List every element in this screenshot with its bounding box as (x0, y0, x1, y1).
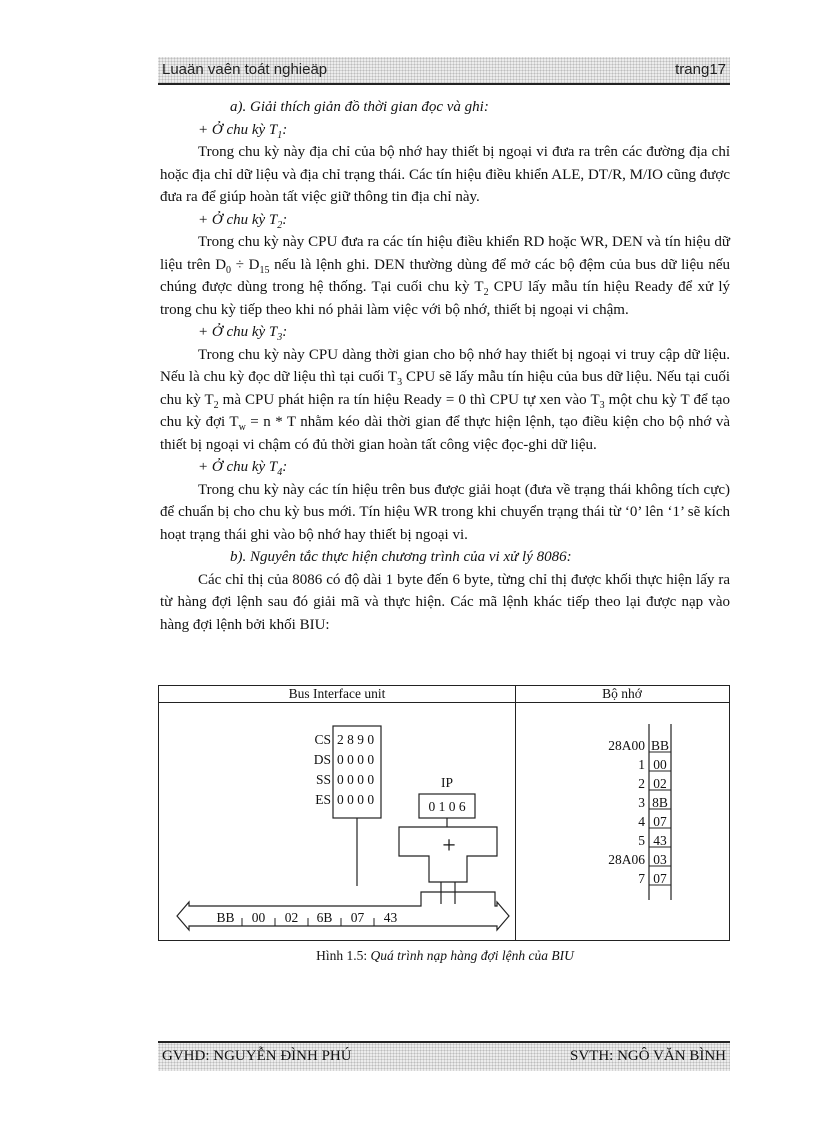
reg-ds-label: DS (313, 752, 331, 767)
reg-es-label: ES (315, 792, 331, 807)
queue-byte: 07 (350, 910, 365, 925)
memory-value: 07 (653, 814, 667, 829)
t4-heading: + Ở chu kỳ $T_4$: (198, 459, 288, 478)
page-footer (158, 1041, 730, 1071)
section-a-title: a). Giải thích giản đồ thời gian đọc và ghi: (230, 99, 489, 115)
memory-value: 07 (653, 871, 667, 886)
figure-caption: Hình 1.5: Quá trình nạp hàng đợi lệnh của BIU (316, 948, 574, 963)
footer-student: SVTH: NGÔ VĂN BÌNH (570, 1048, 726, 1064)
header-title: Luaän vaên toát nghieäp (162, 61, 328, 78)
reg-cs-value: 2 8 9 0 (337, 732, 375, 747)
adder-plus-symbol: + (442, 833, 456, 859)
section-b-title: b). Nguyên tắc thực hiện chương trình của vi xử lý 8086: (230, 549, 572, 565)
t1-heading: + Ở chu kỳ $T_1$: (198, 121, 288, 141)
memory-address: 5 (638, 833, 645, 848)
memory-address: 3 (638, 795, 645, 810)
reg-ds-value: 0 0 0 0 (337, 752, 375, 767)
memory-address: 28A00 (608, 738, 645, 753)
reg-ss-label: SS (315, 772, 331, 787)
header-page-number: trang17 (675, 61, 726, 78)
memory-address: 28A06 (608, 852, 645, 867)
reg-es-value: 0 0 0 0 (337, 792, 375, 807)
memory-address: 4 (638, 814, 645, 829)
biu-figure (158, 685, 730, 941)
reg-ss-value: 0 0 0 0 (337, 772, 375, 787)
t2-paragraph: Trong chu kỳ này CPU đưa ra các tín hiệu điều khiển RD hoặc WR, DEN và tín hiệu dữ liệu trên $D_0 \div D_{15}$ nếu là lệnh ghi. DEN thường dùng để mở các bộ đệm của bus dữ liệu nếu chúng được dùng trong hệ thống. Tại cuối chu kỳ $T_2$ CPU lấy mẫu tín hiệu Ready để xử lý trong chu kỳ tiếp theo khi nó phải làm việc với bộ nhớ, thiết bị ngoại vi chậm. (160, 234, 730, 318)
queue-byte: 6B (316, 910, 333, 925)
t3-heading: + Ở chu kỳ $T_3$: (198, 324, 288, 343)
t2-heading: + Ở chu kỳ $T_2$: (198, 211, 288, 231)
memory-address: 1 (638, 757, 645, 772)
memory-address: 7 (638, 871, 645, 886)
queue-byte: 02 (284, 910, 299, 925)
ip-value: 0 1 0 6 (428, 799, 466, 814)
instruction-queue (216, 910, 397, 926)
memory-value: 03 (653, 852, 667, 867)
queue-byte: BB (216, 910, 235, 925)
footer-advisor: GVHD: NGUYỄN ĐÌNH PHÚ (162, 1048, 352, 1064)
memory-value: 02 (653, 776, 667, 791)
memory-value: BB (650, 738, 670, 753)
memory-column (608, 724, 671, 900)
biu-title: Bus Interface unit (288, 686, 386, 701)
biu-diagram (159, 686, 731, 942)
queue-byte: 00 (251, 910, 266, 925)
t1-paragraph: Trong chu kỳ này địa chỉ của bộ nhớ hay thiết bị ngoại vi đưa ra trên các đường địa chỉ hoặc địa chỉ dữ liệu và địa chỉ trạng thái. Các tín hiệu điều khiển ALE, DT/R, M/IO cũng được đưa ra để giúp hoàn tất việc giữ thông tin địa chỉ này. (160, 144, 730, 205)
t3-paragraph: Trong chu kỳ này CPU dàng thời gian cho bộ nhớ hay thiết bị ngoại vi truy cập dữ liệu. Nếu là chu kỳ đọc dữ liệu thì tại cuối $T_3$ CPU sẽ lấy mẫu tín hiệu của bus dữ liệu. Nếu tại cuối chu kỳ $T_2$ mà CPU phát hiện ra tín hiệu Ready = 0 thì CPU tự xen vào $T_3$ một chu kỳ T để tạo chu kỳ đợi $T_w = n * T$ nhằm kéo dài thời gian để thực hiện lệnh, tạo điều kiện cho bộ nhớ và thiết bị ngoại vi chậm có đủ thời gian hoàn tất công việc đọc-ghi dữ liệu. (160, 346, 730, 453)
page-header (158, 57, 730, 85)
b-paragraph: Các chỉ thị của 8086 có độ dài 1 byte đến 6 byte, từng chỉ thị được khối thực hiện lấy ra từ hàng đợi lệnh sau đó giải mã và thực hiện. Các mã lệnh khác tiếp theo lại được nạp vào hàng đợi lệnh bởi khối BIU: (160, 571, 730, 633)
queue-byte: 43 (383, 910, 398, 925)
ip-label: IP (440, 775, 454, 790)
memory-title: Bộ nhớ (602, 686, 642, 701)
t4-paragraph: Trong chu kỳ này các tín hiệu trên bus được giải hoạt (đưa về trạng thái không tích cực) để chuẩn bị cho chu kỳ bus mới. Tín hiệu WR trong khi chuyển trạng thái từ ‘0’ lên ‘1’ sẽ kích hoạt trạng thái ghi vào bộ nhớ hay thiết bị ngoại vi. (160, 481, 730, 543)
memory-value: 00 (653, 757, 667, 772)
document-body (160, 96, 730, 636)
memory-address: 2 (638, 776, 645, 791)
reg-cs-label: CS (314, 732, 331, 747)
memory-value: 8B (652, 795, 668, 810)
memory-value: 43 (653, 833, 667, 848)
